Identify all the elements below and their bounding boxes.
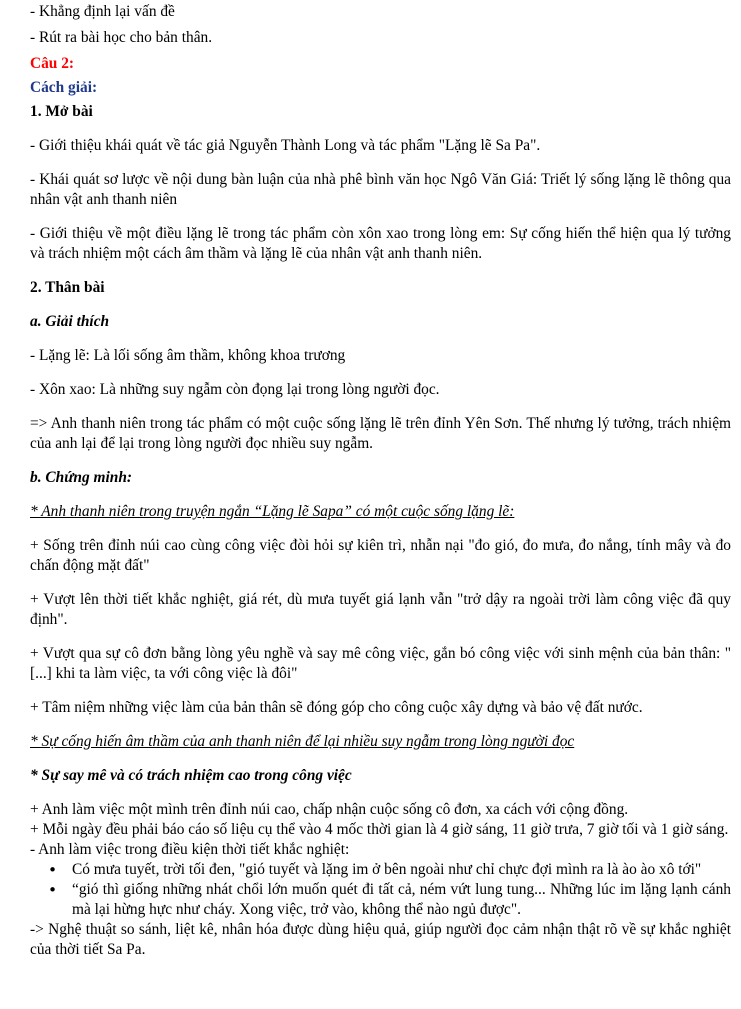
intro-line-1: - Khẳng định lại vấn đề	[30, 3, 175, 20]
solution-heading: Cách giải:	[30, 79, 98, 96]
paragraph: + Sống trên đỉnh núi cao cùng công việc đòi hỏi sự kiên trì, nhẫn nại "đo gió, đo mưa, đo nắng, tính mây và đo chấn động mặt đất"	[30, 537, 731, 574]
paragraph: - Giới thiệu về một điều lặng lẽ trong tác phẩm còn xôn xao trong lòng em: Sự cống hiến thể hiện qua lý tưởng và trách nhiệm một cách âm thầm và lặng lẽ của nhân vật anh thanh niên.	[30, 225, 731, 262]
section-heading-than-bai: 2. Thân bài	[30, 279, 105, 296]
paragraph: + Vượt qua sự cô đơn bằng lòng yêu nghề và say mê công việc, gắn bó công việc với sinh mệnh của bản thân: "[...] khi ta làm việc, ta với công việc là đôi"	[30, 645, 731, 682]
list-item: • “gió thì giống những nhát chổi lớn muốn quét đi tất cả, ném vứt lung tung... Những lúc im lặng lạnh cánh mà lại hừng hực như cháy. Xong việc, trở vào, không thể nào ngủ được".	[72, 880, 731, 920]
paragraph: + Mỗi ngày đều phải báo cáo số liệu cụ thể vào 4 mốc thời gian là 4 giờ sáng, 11 giờ trưa, 7 giờ tối và 1 giờ sáng.	[30, 821, 729, 838]
paragraph: - Xôn xao: Là những suy ngẫm còn đọng lại trong lòng người đọc.	[30, 381, 440, 398]
paragraph: + Anh làm việc một mình trên đỉnh núi cao, chấp nhận cuộc sống cô đơn, xa cách với cộng đồng.	[30, 801, 629, 818]
subsection-heading-chung-minh: b. Chứng minh:	[30, 469, 133, 486]
underlined-subheading: * Anh thanh niên trong truyện ngắn “Lặng lẽ Sapa” có một cuộc sống lặng lẽ:	[30, 503, 515, 520]
document-page	[0, 2, 741, 960]
paragraph: - Giới thiệu khái quát về tác giả Nguyễn Thành Long và tác phẩm "Lặng lẽ Sa Pa".	[30, 137, 541, 154]
paragraph: + Vượt lên thời tiết khắc nghiệt, giá rét, dù mưa tuyết giá lạnh vẫn "trở dậy ra ngoài trời làm công việc đã quy định".	[30, 591, 731, 628]
list-item: • Có mưa tuyết, trời tối đen, "gió tuyết và lặng im ở bên ngoài như chỉ chực đợi mình ra là ào ào xô tới"	[72, 860, 731, 880]
subsection-heading-giai-thich: a. Giải thích	[30, 313, 110, 330]
paragraph: => Anh thanh niên trong tác phẩm có một cuộc sống lặng lẽ trên đỉnh Yên Sơn. Thế nhưng lý tưởng, trách nhiệm của anh lại để lại trong lòng người đọc nhiều suy ngẫm.	[30, 415, 731, 452]
intro-line-2: - Rút ra bài học cho bản thân.	[30, 29, 213, 46]
section-heading-mo-bai: 1. Mở bài	[30, 103, 93, 120]
bullet-list	[30, 860, 731, 920]
underlined-subheading: * Sự cống hiến âm thầm của anh thanh niên để lại nhiều suy ngẫm trong lòng người đọc	[30, 733, 575, 750]
paragraph: + Tâm niệm những việc làm của bản thân sẽ đóng góp cho công cuộc xây dựng và bảo vệ đất nước.	[30, 699, 643, 716]
paragraph: - Khái quát sơ lược về nội dung bàn luận của nhà phê bình văn học Ngô Văn Giá: Triết lý sống lặng lẽ thông qua nhân vật anh thanh niên	[30, 171, 731, 208]
paragraph: -> Nghệ thuật so sánh, liệt kê, nhân hóa được dùng hiệu quả, giúp người đọc cảm nhận thật rõ về sự khắc nghiệt của thời tiết Sa Pa.	[30, 921, 731, 958]
bold-italic-subheading: * Sự say mê và có trách nhiệm cao trong công việc	[30, 767, 352, 784]
paragraph: - Anh làm việc trong điều kiện thời tiết khắc nghiệt:	[30, 841, 350, 858]
question-heading: Câu 2:	[30, 55, 75, 72]
paragraph: - Lặng lẽ: Là lối sống âm thầm, không khoa trương	[30, 347, 346, 364]
